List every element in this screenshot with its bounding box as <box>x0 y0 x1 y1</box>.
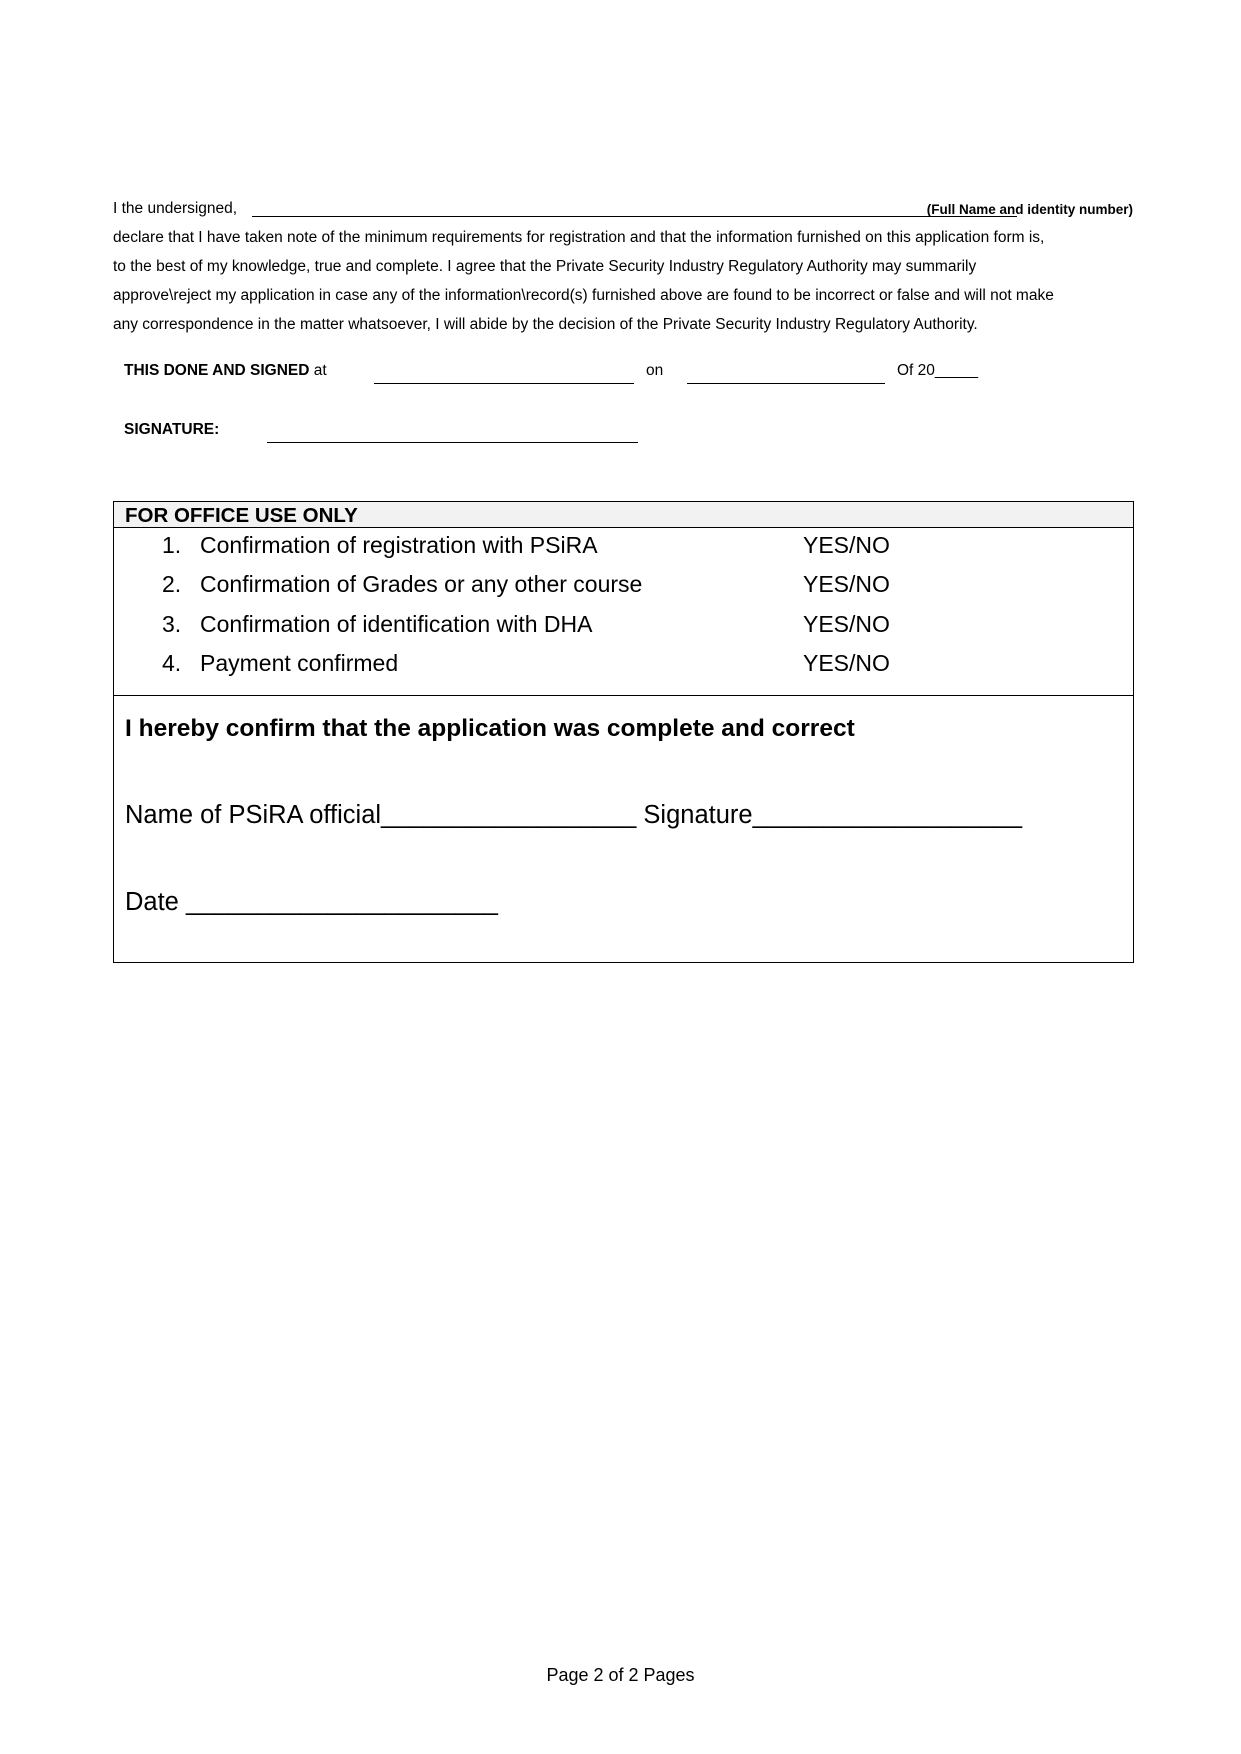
signature-label: SIGNATURE: <box>124 421 220 438</box>
checklist-item <box>114 646 1133 682</box>
declaration-line: approve\reject my application in case any of the information\record(s) furnished above are found to be incorrect or false and will not make <box>113 287 1054 304</box>
of-year-label: Of 20_____ <box>897 362 979 379</box>
declaration-line: any correspondence in the matter whatsoever, I will abide by the decision of the Private Security Industry Regulatory Authority. <box>113 316 978 333</box>
checklist-item <box>114 607 1133 643</box>
office-use-title: FOR OFFICE USE ONLY <box>125 504 358 527</box>
official-name-signature-line: Name of PSiRA official__________________ Signature___________________ <box>125 801 1023 829</box>
declaration-line: to the best of my knowledge, true and complete. I agree that the Private Security Industry Regulatory Authority may summarily <box>113 258 977 275</box>
office-divider <box>114 695 1133 696</box>
done-and-signed-row <box>124 362 1024 386</box>
item-number: 1. <box>162 532 182 558</box>
item-yes-no: YES/NO <box>803 611 890 637</box>
signed-at-place-blank[interactable] <box>374 383 634 384</box>
item-number: 3. <box>162 611 182 637</box>
checklist-item <box>114 567 1133 603</box>
confirmation-statement: I hereby confirm that the application was complete and correct <box>125 715 855 742</box>
full-name-hint: (Full Name and identity number) <box>926 202 1133 217</box>
undersigned-line <box>113 194 1133 223</box>
item-number: 4. <box>162 650 182 676</box>
on-label: on <box>646 362 664 379</box>
page-number: Page 2 of 2 Pages <box>546 1665 695 1685</box>
office-date-line: Date ______________________ <box>125 888 498 916</box>
full-name-blank[interactable] <box>252 216 1017 217</box>
item-yes-no: YES/NO <box>803 532 890 558</box>
signature-row <box>124 421 824 445</box>
declaration-block <box>113 194 1133 339</box>
office-use-header <box>114 502 1133 528</box>
checklist-item <box>114 528 1133 564</box>
item-yes-no: YES/NO <box>803 571 890 597</box>
signed-on-date-blank[interactable] <box>687 383 885 384</box>
done-and-signed-label: THIS DONE AND SIGNED at <box>124 362 327 379</box>
item-text: Confirmation of identification with DHA <box>200 611 593 637</box>
item-number: 2. <box>162 571 182 597</box>
signature-blank[interactable] <box>267 442 638 443</box>
item-text: Payment confirmed <box>200 650 399 676</box>
item-text: Confirmation of Grades or any other course <box>200 571 643 597</box>
item-text: Confirmation of registration with PSiRA <box>200 532 598 558</box>
item-yes-no: YES/NO <box>803 650 890 676</box>
undersigned-label: I the undersigned, <box>113 200 238 217</box>
office-use-box <box>113 501 1134 963</box>
declaration-line: declare that I have taken note of the minimum requirements for registration and that the information furnished on this application form is, <box>113 229 1045 246</box>
